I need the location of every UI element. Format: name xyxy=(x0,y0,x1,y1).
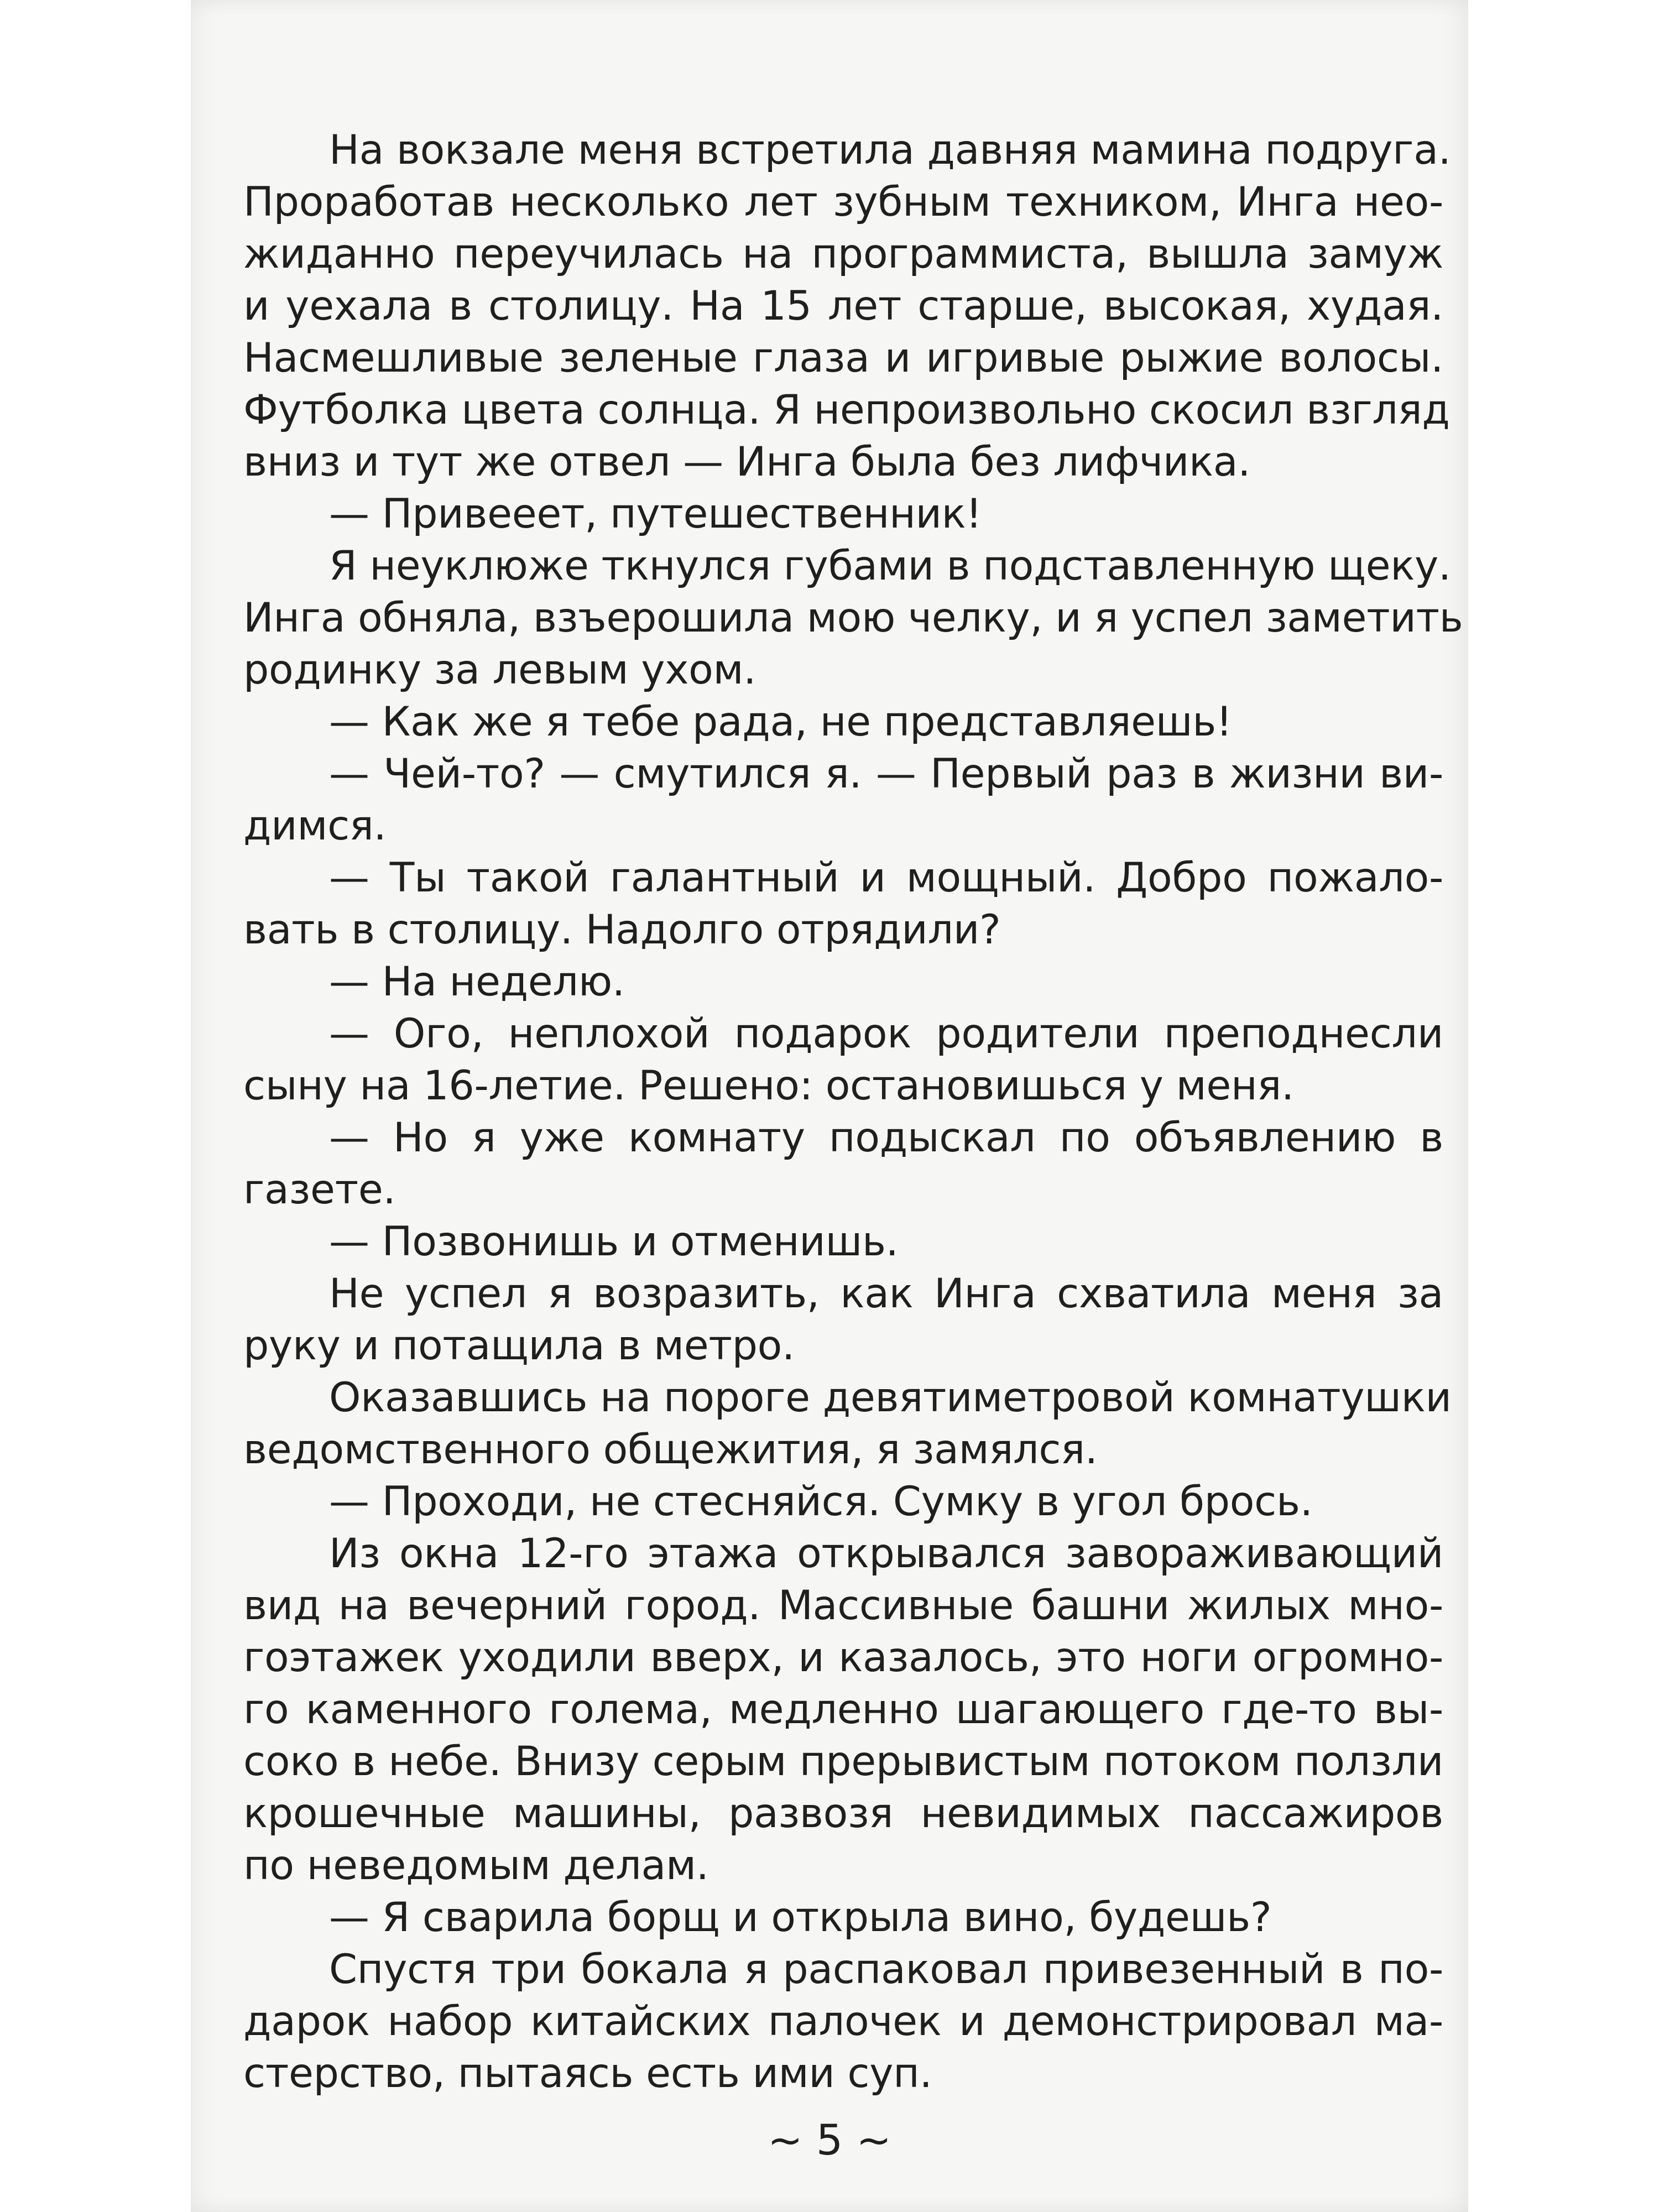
text-line: — На неделю. xyxy=(329,958,625,1005)
text-line: — Как же я тебе рада, не представляешь! xyxy=(329,698,1232,745)
text-line: Проработав несколько лет зубным техником, Инга нео- xyxy=(243,179,1443,226)
text-line: — Проходи, не стесняйся. Сумку в угол брось. xyxy=(329,1478,1313,1525)
text-line: стерство, пытаясь есть ими суп. xyxy=(243,2050,932,2097)
text-line: руку и потащила в метро. xyxy=(243,1322,795,1369)
text-line: вид на вечерний город. Массивные башни жилых мно- xyxy=(243,1582,1443,1629)
text-line: го каменного голема, медленно шагающего где-то вы- xyxy=(243,1686,1443,1733)
text-line: — Но я уже комнату подыскал по объявлению в xyxy=(329,1114,1443,1161)
text-line: сыну на 16-летие. Решено: остановишься у меня. xyxy=(243,1062,1294,1109)
page-number: ~ 5 ~ xyxy=(767,2115,892,2164)
text-line: — Ого, неплохой подарок родители преподнесли xyxy=(329,1010,1443,1057)
text-line: Футболка цвета солнца. Я непроизвольно скосил взгляд xyxy=(243,387,1450,434)
text-line: дарок набор китайских палочек и демонстрировал ма- xyxy=(243,1998,1443,2045)
text-line: соко в небе. Внизу серым прерывистым потоком ползли xyxy=(243,1738,1443,1785)
text-line: Оказавшись на пороге девятиметровой комнатушки xyxy=(329,1374,1452,1421)
text-line: жиданно переучилась на программиста, вышла замуж xyxy=(243,231,1443,278)
text-line: Из окна 12-го этажа открывался завораживающий xyxy=(329,1530,1443,1577)
text-line: — Ты такой галантный и мощный. Добро пожало- xyxy=(329,854,1443,901)
text-line: — Чей-то? — смутился я. — Первый раз в жизни ви- xyxy=(329,750,1443,797)
text-line: гоэтажек уходили вверх, и казалось, это ноги огромно- xyxy=(243,1634,1443,1681)
text-line: Насмешливые зеленые глаза и игривые рыжие волосы. xyxy=(243,335,1443,382)
text-line: Я неуклюже ткнулся губами в подставленную щеку. xyxy=(329,542,1451,589)
text-line: — Привееет, путешественник! xyxy=(329,491,982,538)
text-line: ведомственного общежития, я замялся. xyxy=(243,1426,1098,1473)
text-line: — Позвонишь и отменишь. xyxy=(329,1218,899,1265)
text-line: и уехала в столицу. На 15 лет старше, высокая, худая. xyxy=(243,283,1443,330)
text-line: Инга обняла, взъерошила мою челку, и я успел заметить xyxy=(243,594,1463,641)
text-line: по неведомым делам. xyxy=(243,1842,709,1889)
text-line: Спустя три бокала я распаковал привезенный в по- xyxy=(329,1946,1443,1993)
text-line: На вокзале меня встретила давняя мамина подруга. xyxy=(329,127,1451,174)
text-line: Не успел я возразить, как Инга схватила меня за xyxy=(329,1270,1443,1317)
text-line: родинку за левым ухом. xyxy=(243,646,757,693)
text-line: крошечные машины, развозя невидимых пассажиров xyxy=(243,1790,1443,1837)
body-text xyxy=(243,124,1463,2100)
text-line: вать в столицу. Надолго отрядили? xyxy=(243,906,1001,953)
text-line: димся. xyxy=(243,802,387,849)
text-line: вниз и тут же отвел — Инга была без лифчика. xyxy=(243,439,1251,486)
text-line: газете. xyxy=(243,1166,396,1213)
text-line: — Я сварила борщ и открыла вино, будешь? xyxy=(329,1894,1272,1941)
